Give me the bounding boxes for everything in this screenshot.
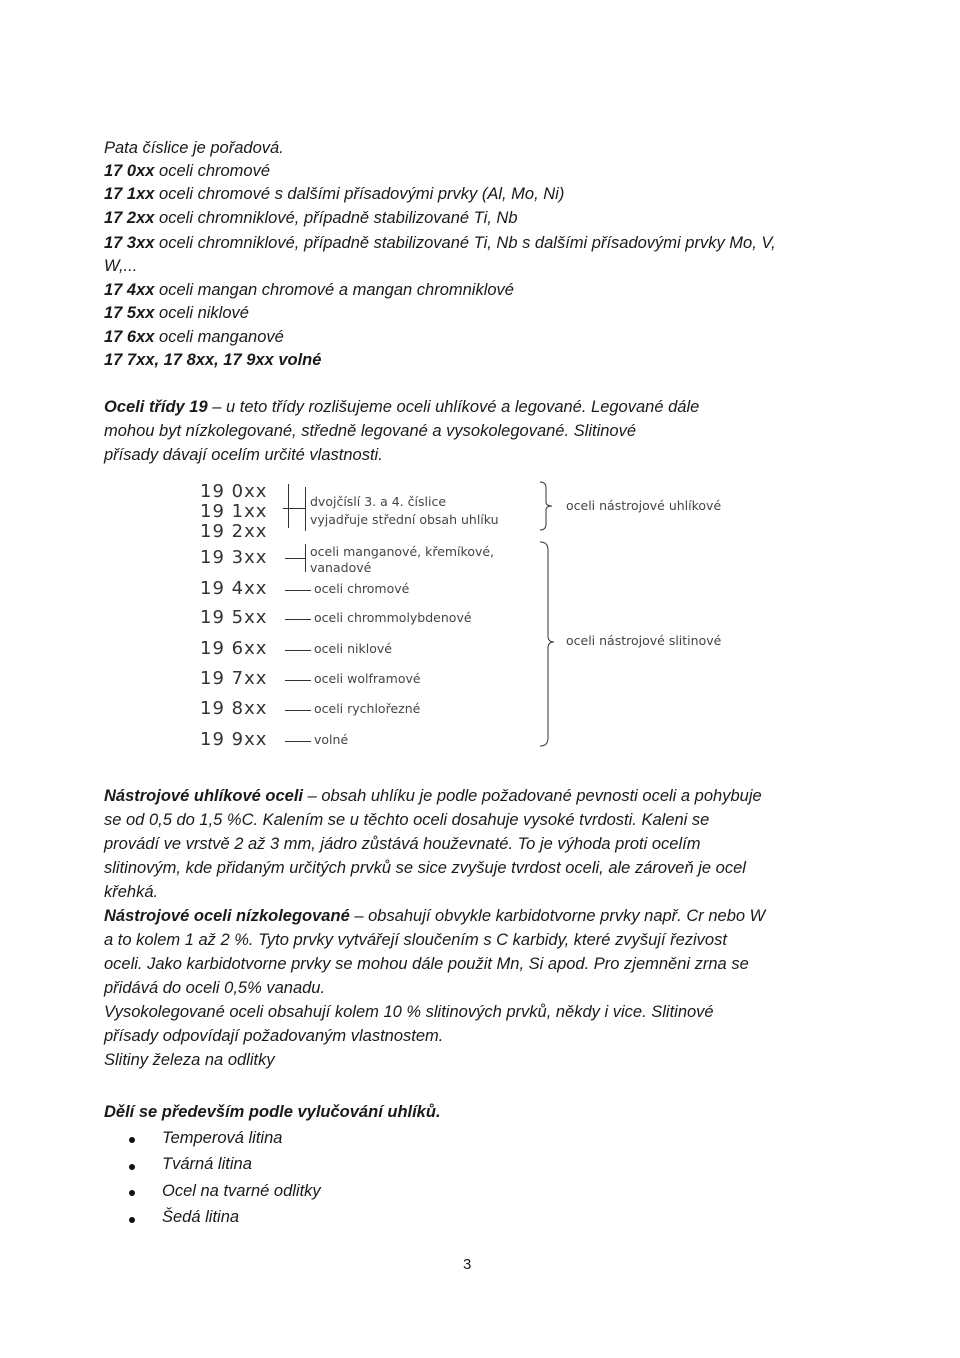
intro-line-2	[104, 160, 270, 182]
diagram-code-6: 19 6xx	[200, 638, 268, 659]
desc-17-4xx: oceli mangan chromové a mangan chromniklové	[154, 281, 514, 299]
p2-line-1	[104, 905, 765, 927]
list-item: Šedá litina	[162, 1208, 240, 1226]
intro-line-5	[104, 232, 776, 254]
class19-heading: Oceli třídy 19	[104, 398, 208, 416]
group-uhlikove: oceli nástrojové uhlíkové	[566, 498, 722, 513]
p2-line-2: a to kolem 1 až 2 %. Tyto prvky vytvářejí sloučením s C karbidy, které zvyšují řezivost	[104, 931, 727, 949]
diagram-code-1: 19 1xx	[200, 501, 268, 522]
intro-line-9	[104, 326, 284, 348]
intro-line-7	[104, 279, 514, 301]
bullet-dot	[129, 1190, 135, 1196]
desc-4xx: oceli chromové	[314, 581, 410, 596]
desc-8xx: oceli rychlořezné	[314, 701, 421, 716]
desc-17-3xx: oceli chromniklové, případně stabilizované Ti, Nb s dalšími přísadovými prvky Mo, V,	[154, 234, 776, 252]
desc-6xx: oceli niklové	[314, 641, 392, 656]
desc-17-6xx: oceli manganové	[154, 328, 284, 346]
p1-heading: Nástrojové uhlíkové oceli	[104, 787, 303, 805]
p1-line-1-rest: – obsah uhlíku je podle požadované pevnosti oceli a pohybuje	[302, 787, 762, 805]
p3-line-1: Vysokolegované oceli obsahují kolem 10 % slitinových prvků, někdy i vice. Slitinové	[104, 1003, 714, 1021]
p1-line-1	[104, 785, 762, 807]
bracket-0-2-tick	[283, 508, 305, 509]
intro-line-8	[104, 302, 249, 324]
p1-line-4: slitinovým, kde přidaným určitých prvků se sice zvyšuje tvrdost oceli, ale zároveň je ocel	[104, 859, 746, 877]
p1-line-3: provádí ve vrstvě 2 až 3 mm, jádro zůstává houževnaté. To je výhoda proti ocelím	[104, 835, 701, 853]
class19-line-1-rest: – u teto třídy rozlišujeme oceli uhlíkové a legované. Legované dále	[207, 398, 700, 416]
code-17-1xx: 17 1xx	[104, 185, 155, 203]
code-17-3xx: 17 3xx	[104, 234, 155, 252]
class19-line-2: mohou byt nízkolegované, středně legované a vysokolegované. Slitinové	[104, 422, 637, 440]
p3-line-2: přísady odpovídají požadovaným vlastnostem.	[104, 1027, 444, 1045]
intro-line-6: W,...	[104, 257, 138, 275]
diagram-code-5: 19 5xx	[200, 607, 268, 628]
desc-17-1xx: oceli chromové s dalšími přísadovými prvky (Al, Mo, Ni)	[154, 185, 565, 203]
dash-8xx	[285, 710, 311, 711]
p2-line-1-rest: – obsahují obvykle karbidotvorne prvky např. Cr nebo W	[349, 907, 766, 925]
diagram-code-8: 19 8xx	[200, 698, 268, 719]
note2-vline	[305, 544, 306, 572]
note1-line-a: dvojčíslí 3. a 4. číslice	[310, 494, 447, 509]
dash-7xx	[285, 680, 311, 681]
list-item: Tvárná litina	[162, 1155, 252, 1173]
diagram-code-3: 19 3xx	[200, 547, 268, 568]
desc-17-2xx: oceli chromniklové, případně stabilizované Ti, Nb	[154, 209, 518, 227]
code-17-0xx: 17 0xx	[104, 162, 155, 180]
brace-uhlikove	[538, 480, 558, 532]
intro-line-4	[104, 207, 518, 229]
dash-5xx	[285, 619, 311, 620]
dash-3xx	[285, 558, 305, 559]
diagram-code-2: 19 2xx	[200, 521, 268, 542]
code-17-5xx: 17 5xx	[104, 304, 155, 322]
p1-line-2: se od 0,5 do 1,5 %C. Kalením se u těchto oceli dosahuje vysoké tvrdosti. Kaleni se	[104, 811, 710, 829]
list-item: Temperová litina	[162, 1129, 283, 1147]
section-heading: Dělí se především podle vylučování uhlíků.	[104, 1103, 441, 1121]
class19-line-3: přísady dávají ocelím určité vlastnosti.	[104, 446, 383, 464]
diagram-code-9: 19 9xx	[200, 729, 268, 750]
p2-line-3: oceli. Jako karbidotvorne prvky se mohou dále použit Mn, Si apod. Pro zjemněni zrna se	[104, 955, 749, 973]
bullet-dot	[129, 1137, 135, 1143]
group-slitinove: oceli nástrojové slitinové	[566, 633, 722, 648]
note1-vline	[305, 487, 306, 531]
class19-line-1	[104, 396, 699, 418]
dash-9xx	[285, 741, 311, 742]
page-number: 3	[463, 1256, 472, 1273]
p2-line-4: přidává do oceli 0,5% vanadu.	[104, 979, 326, 997]
intro-line-10: 17 7xx, 17 8xx, 17 9xx volné	[104, 351, 322, 369]
note1-line-b: vyjadřuje střední obsah uhlíku	[310, 512, 499, 527]
desc-7xx: oceli wolframové	[314, 671, 421, 686]
diagram-code-4: 19 4xx	[200, 578, 268, 599]
dash-6xx	[285, 650, 311, 651]
list-item: Ocel na tvarné odlitky	[162, 1182, 321, 1200]
bracket-0-2-vline	[288, 484, 289, 528]
p4-line: Slitiny železa na odlitky	[104, 1051, 275, 1069]
bullet-dot	[129, 1164, 135, 1170]
code-17-4xx: 17 4xx	[104, 281, 155, 299]
code-17-2xx: 17 2xx	[104, 209, 155, 227]
p1-line-5: křehká.	[104, 883, 159, 901]
bullet-dot	[129, 1217, 135, 1223]
desc-17-5xx: oceli niklové	[154, 304, 249, 322]
dash-4xx	[285, 590, 311, 591]
intro-line-3	[104, 183, 564, 205]
desc-5xx: oceli chrommolybdenové	[314, 610, 472, 625]
desc-9xx: volné	[314, 732, 349, 747]
note2-line-b: vanadové	[310, 560, 372, 575]
note2-line-a: oceli manganové, křemíkové,	[310, 544, 495, 559]
intro-line-1: Pata číslice je pořadová.	[104, 139, 284, 157]
code-17-6xx: 17 6xx	[104, 328, 155, 346]
desc-17-0xx: oceli chromové	[154, 162, 271, 180]
brace-slitinove	[538, 540, 558, 748]
p2-heading: Nástrojové oceli nízkolegované	[104, 907, 350, 925]
diagram-code-7: 19 7xx	[200, 668, 268, 689]
diagram-code-0: 19 0xx	[200, 481, 268, 502]
